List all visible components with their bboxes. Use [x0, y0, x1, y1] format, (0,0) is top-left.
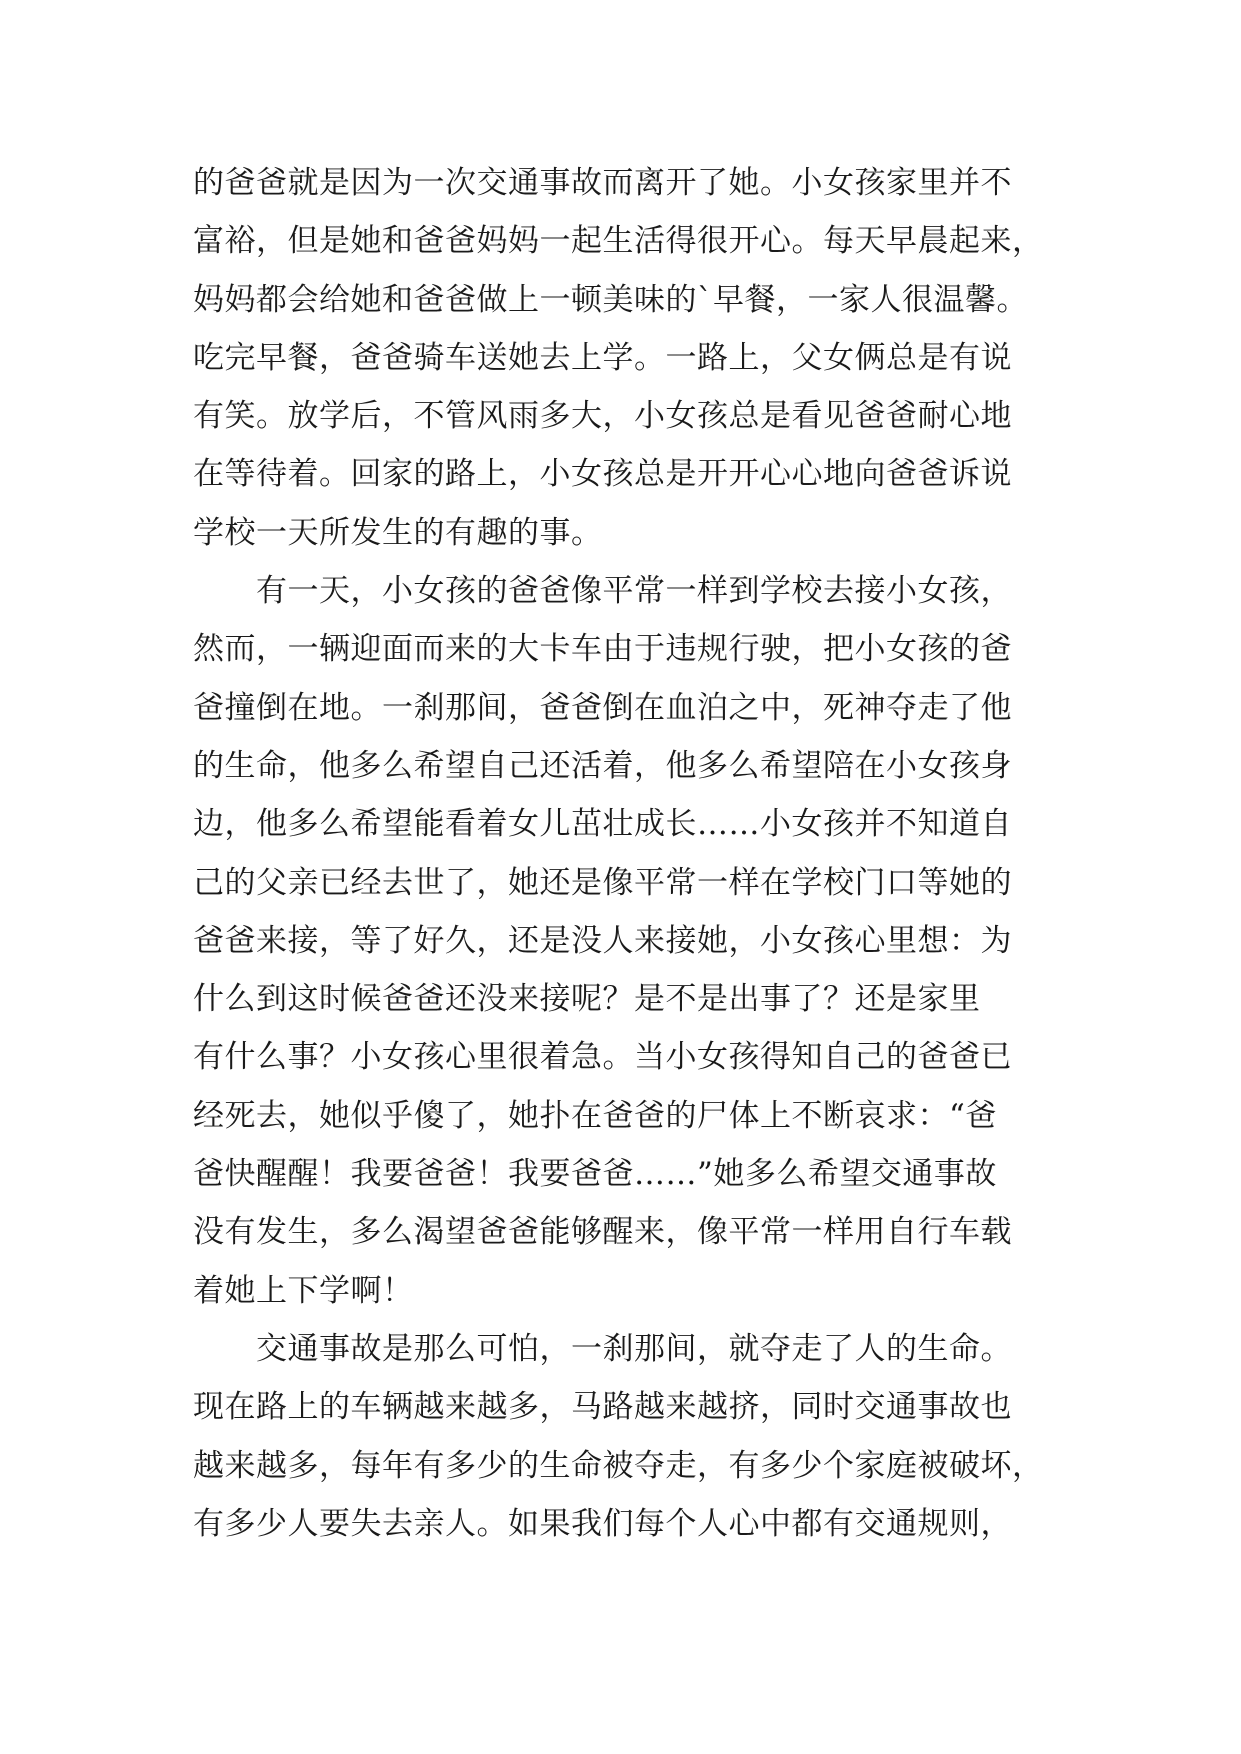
text-line: 爸快醒醒！我要爸爸！我要爸爸……”她多么希望交通事故	[193, 1156, 997, 1193]
text-line: 越来越多，每年有多少的生命被夺走，有多少个家庭被破坏，	[193, 1447, 1044, 1484]
text-line: 的生命，他多么希望自己还活着，他多么希望陪在小女孩身	[193, 747, 1012, 784]
text-line: 的爸爸就是因为一次交通事故而离开了她。小女孩家里并不	[193, 165, 1012, 201]
text-line: 没有发生，多么渴望爸爸能够醒来，像平常一样用自行车载	[193, 1214, 1012, 1251]
text-line: 富裕，但是她和爸爸妈妈一起生活得很开心。每天早晨起来，	[193, 223, 1044, 260]
text-line: 爸爸来接，等了好久，还是没人来接她，小女孩心里想：为	[193, 922, 1012, 959]
text-line: 己的父亲已经去世了，她还是像平常一样在学校门口等她的	[193, 864, 1012, 901]
text-line: 在等待着。回家的路上，小女孩总是开开心心地向爸爸诉说	[193, 456, 1012, 493]
text-line: 有什么事？小女孩心里很着急。当小女孩得知自己的爸爸已	[193, 1039, 1012, 1076]
text-line: 然而，一辆迎面而来的大卡车由于违规行驶，把小女孩的爸	[193, 631, 1012, 668]
text-line: 妈妈都会给她和爸爸做上一顿美味的`早餐，一家人很温馨。	[193, 281, 1028, 318]
text-line: 爸撞倒在地。一刹那间，爸爸倒在血泊之中，死神夺走了他	[193, 689, 1012, 726]
text-line: 着她上下学啊！	[193, 1272, 414, 1309]
text-line: 经死去，她似乎傻了，她扑在爸爸的尸体上不断哀求：“爸	[193, 1097, 997, 1134]
text-line: 学校一天所发生的有趣的事。	[193, 514, 603, 551]
text-line: 有笑。放学后，不管风雨多大，小女孩总是看见爸爸耐心地	[193, 398, 1012, 435]
text-line: 什么到这时候爸爸还没来接呢？是不是出事了？还是家里	[193, 981, 981, 1018]
text-line: 吃完早餐，爸爸骑车送她去上学。一路上，父女俩总是有说	[193, 339, 1012, 376]
text-line: 有一天，小女孩的爸爸像平常一样到学校去接小女孩，	[193, 573, 1012, 610]
text-line: 现在路上的车辆越来越多，马路越来越挤，同时交通事故也	[193, 1389, 1012, 1426]
text-line: 交通事故是那么可怕，一刹那间，就夺走了人的生命。	[193, 1330, 1012, 1367]
text-line: 边，他多么希望能看着女儿茁壮成长……小女孩并不知道自	[193, 806, 1012, 843]
text-line: 有多少人要失去亲人。如果我们每个人心中都有交通规则，	[193, 1505, 1012, 1542]
body-text	[193, 154, 1073, 1553]
